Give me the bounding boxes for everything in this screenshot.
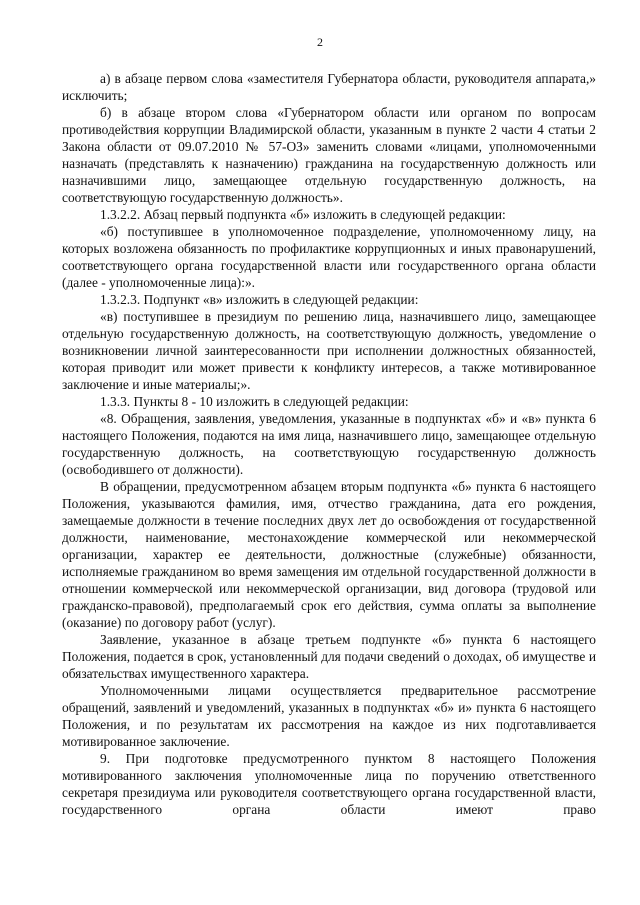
paragraph-1-3-2-3: 1.3.2.3. Подпункт «в» изложить в следующей редакции: <box>100 292 419 307</box>
paragraph-preliminary-review: Уполномоченными лицами осуществляется предварительное рассмотрение обращений, заявлений и уведомлений, указанных в подпунктах «б» и» пункта 6 настоящего Положения, и по результатам их рассмотрения на каждое из них подготавливается мотивированное заключение. <box>62 683 596 749</box>
paragraph-item-9: 9. При подготовке предусмотренного пунктом 8 настоящего Положения мотивированного заключения уполномоченные лица по поручению ответственного секретаря президиума или руководителя соответствующего органа государственной власти, государственного органа области имеют право <box>62 751 596 817</box>
paragraph-item-8: «8. Обращения, заявления, уведомления, указанные в подпунктах «б» и «в» пункта 6 настоящего Положения, подаются на имя лица, назначившего лицо, замещающее отдельную государственную должность, на соответствующую государственную должность (освободившего от должности). <box>62 411 596 477</box>
paragraph-appeal-content: В обращении, предусмотренном абзацем вторым подпункта «б» пункта 6 настоящего Положения, указываются фамилия, имя, отчество гражданина, дата его рождения, замещаемые должности в течение последних двух лет до освобождения от государственной должности, наименование, местонахождение коммерческой или некоммерческой организации, характер ее деятельности, должностные (служебные) обязанности, исполняемые гражданином во время замещения им отдельной государственной должности в отношении коммерческой или некоммерческой организации, вид договора (трудовой или гражданско-правовой), предполагаемый срок его действия, сумма оплаты за выполнение (оказание) по договору работ (услуг). <box>62 479 596 630</box>
document-body <box>62 70 596 818</box>
paragraph-b-new-text: «б) поступившее в уполномоченное подразделение, уполномоченному лицу, на которых возложена обязанность по профилактике коррупционных и иных правонарушений, соответствующего органа государственной власти или государственного органа области (далее - уполномоченные лица):». <box>62 224 596 290</box>
paragraph-statement-deadline: Заявление, указанное в абзаце третьем подпункте «б» пункта 6 настоящего Положения, подается в срок, установленный для подачи сведений о доходах, об имуществе и обязательствах имущественного характера. <box>62 632 596 681</box>
paragraph-a: а) в абзаце первом слова «заместителя Губернатора области, руководителя аппарата,» исключить; <box>62 71 596 103</box>
page-number: 2 <box>317 35 323 49</box>
paragraph-v-new-text: «в) поступившее в президиум по решению лица, назначившего лицо, замещающее отдельную государственную должность, на соответствующую должность, уведомление о возникновении личной заинтересованности при исполнении должностных обязанностей, которая приводит или может привести к конфликту интересов, а также мотивированное заключение и иные материалы;». <box>62 309 596 392</box>
paragraph-1-3-2-2: 1.3.2.2. Абзац первый подпункта «б» изложить в следующей редакции: <box>100 207 506 222</box>
paragraph-b: б) в абзаце втором слова «Губернатором области или органом по вопросам противодействия коррупции Владимирской области, указанным в пункте 2 части 4 статьи 2 Закона области от 09.07.2010 № 57-ОЗ» заменить словами «лицами, уполномоченными назначать (представлять к назначению) гражданина на государственную должность или назначившими лицо, замещающее отдельную государственную должность, на соответствующую государственную должность». <box>62 105 596 205</box>
paragraph-1-3-3: 1.3.3. Пункты 8 - 10 изложить в следующей редакции: <box>100 394 409 409</box>
